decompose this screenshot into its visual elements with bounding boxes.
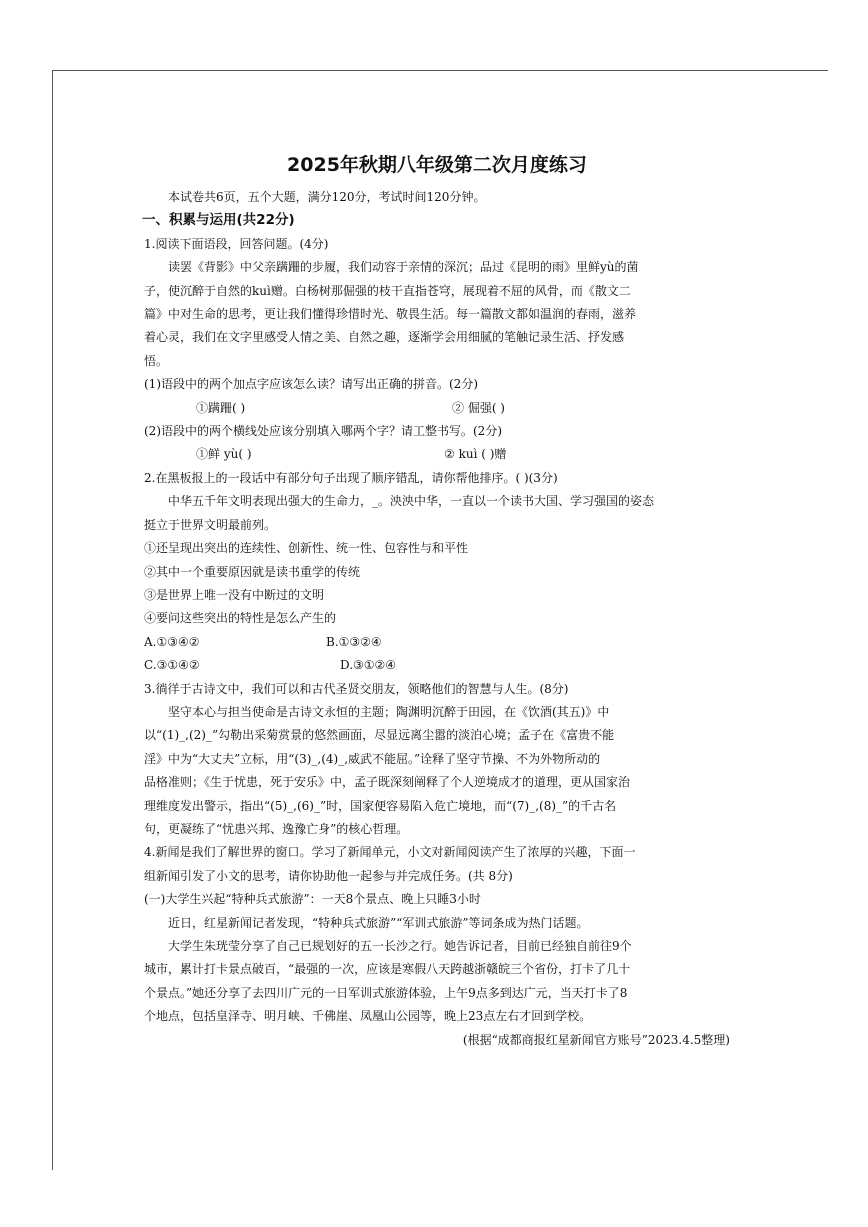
q2-item: ①还呈现出突出的连续性、创新性、统一性、包容性与和平性	[144, 541, 469, 556]
page-border-top	[52, 70, 828, 71]
news-title: (一)大学生兴起“特种兵式旅游”：一天8个景点、晚上只睡3小时	[144, 892, 481, 907]
q2-passage-line: 中华五千年文明表现出强大的生命力，_。泱泱中华，一直以一个读书大国、学习强国的姿态	[168, 494, 655, 509]
q1-sub1-a: ①蹒跚( )	[196, 400, 246, 415]
q1-sub2-answers	[144, 443, 730, 466]
q3-passage-line: 品格准则；《生于忧患，死于安乐》中，孟子既深刻阐释了个人逆境成才的道理，更从国家治	[144, 775, 631, 790]
exam-intro: 本试卷共6页，五个大题，满分120分，考试时间120分钟。	[168, 190, 486, 204]
q1-sub1-b: ② 倔强( )	[452, 400, 505, 415]
page-border-left	[52, 70, 53, 1170]
q1-sub2: (2)语段中的两个横线处应该分别填入哪两个字？请工整书写。(2分)	[144, 424, 502, 439]
q1-sub1-answers	[144, 397, 730, 420]
news-paragraph: 近日，红星新闻记者发现，“特种兵式旅游”“军训式旅游”等词条成为热门话题。	[168, 915, 589, 930]
exam-page	[144, 150, 730, 1052]
news-source: (根据“成都商报红星新闻官方账号”2023.4.5整理)	[462, 1032, 730, 1047]
q1-passage-line: 篇》中对生命的思考，更让我们懂得珍惜时光、敬畏生活。每一篇散文都如温润的春雨，滋养	[144, 307, 637, 322]
q2-options-row	[144, 654, 730, 677]
q2-option-d: D.③①②④	[340, 658, 397, 673]
q1-passage-line: 子，使沉醉于自然的kuì赠。白杨树那倔强的枝干直指苍穹，展现着不屈的风骨，而《散文二	[144, 283, 631, 298]
q1-sub2-b: ② kuì ( )赠	[444, 447, 507, 462]
q2-stem: 2.在黑板报上的一段话中有部分句子出现了顺序错乱，请你帮他排序。( )(3分)	[144, 470, 558, 485]
q1-sub1: (1)语段中的两个加点字应该怎么读？请写出正确的拼音。(2分)	[144, 377, 478, 392]
q3-passage-line: 坚守本心与担当使命是古诗文永恒的主题；陶渊明沉醉于田园，在《饮酒(其五)》中	[168, 704, 610, 719]
q1-sub2-a: ①鲜 yù( )	[196, 447, 252, 462]
q1-passage-line: 读罢《背影》中父亲蹒跚的步履，我们动容于亲情的深沉；品过《昆明的雨》里鲜yù的菌	[168, 260, 639, 275]
news-paragraph: 大学生朱珖莹分享了自己已规划好的五一长沙之行。她告诉记者，目前已经独自前往9个	[168, 939, 632, 953]
q3-passage-line: 句，更凝练了“忧患兴邦、逸豫亡身”的核心哲理。	[144, 821, 409, 836]
q3-passage-line: 理维度发出警示，指出“(5)_,(6)_”时，国家便容易陷入危亡境地，而“(7)_,(8)_”的千古名	[144, 798, 617, 813]
q1-passage-line: 悟。	[144, 353, 169, 368]
q2-option-a: A.①③④②	[144, 634, 200, 649]
q2-option-c: C.③①④②	[144, 658, 200, 673]
q2-item: ③是世界上唯一没有中断过的文明	[144, 587, 325, 602]
q3-passage-line: 淫》中为“大丈夫”立标，用“(3)_,(4)_,威武不能屈。”诠释了坚守节操、不为外物所动的	[144, 751, 601, 766]
q2-options-row	[144, 631, 730, 654]
q3-stem: 3.徜徉于古诗文中，我们可以和古代圣贤交朋友，领略他们的智慧与人生。(8分)	[144, 681, 569, 696]
q2-passage-line: 挺立于世界文明最前列。	[144, 517, 277, 532]
q4-stem: 4.新闻是我们了解世界的窗口。学习了新闻单元，小文对新闻阅读产生了浓厚的兴趣，下面一	[144, 845, 636, 860]
news-paragraph: 个景点。”她还分享了去四川广元的一日军训式旅游体验，上午9点多到达广元，当天打卡了8	[144, 985, 628, 1000]
news-paragraph: 城市，累计打卡景点破百，“最强的一次，应该是寒假八天跨越浙赣皖三个省份，打卡了几十	[144, 962, 631, 977]
section-heading: 一、积累与运用(共22分)	[142, 212, 295, 229]
exam-title: 2025年秋期八年级第二次月度练习	[287, 154, 587, 176]
q4-stem: 组新闻引发了小文的思考，请你协助他一起参与并完成任务。(共 8分)	[144, 868, 513, 883]
q2-item: ②其中一个重要原因就是读书重学的传统	[144, 564, 361, 579]
q2-item: ④要问这些突出的特性是怎么产生的	[144, 611, 337, 626]
q3-passage-line: 以“(1)_,(2)_”勾勒出采菊赏景的悠然画面，尽显远离尘嚣的淡泊心境；孟子在《富贵不能	[144, 728, 615, 743]
q1-passage-line: 着心灵，我们在文字里感受人情之美、自然之趣，逐渐学会用细腻的笔触记录生活、抒发感	[144, 330, 625, 345]
q2-option-b: B.①③②④	[326, 634, 382, 649]
news-paragraph: 个地点，包括皇泽寺、明月峡、千佛崖、凤凰山公园等，晚上23点左右才回到学校。	[144, 1009, 592, 1024]
q1-stem: 1.阅读下面语段，回答问题。(4分)	[144, 236, 329, 251]
